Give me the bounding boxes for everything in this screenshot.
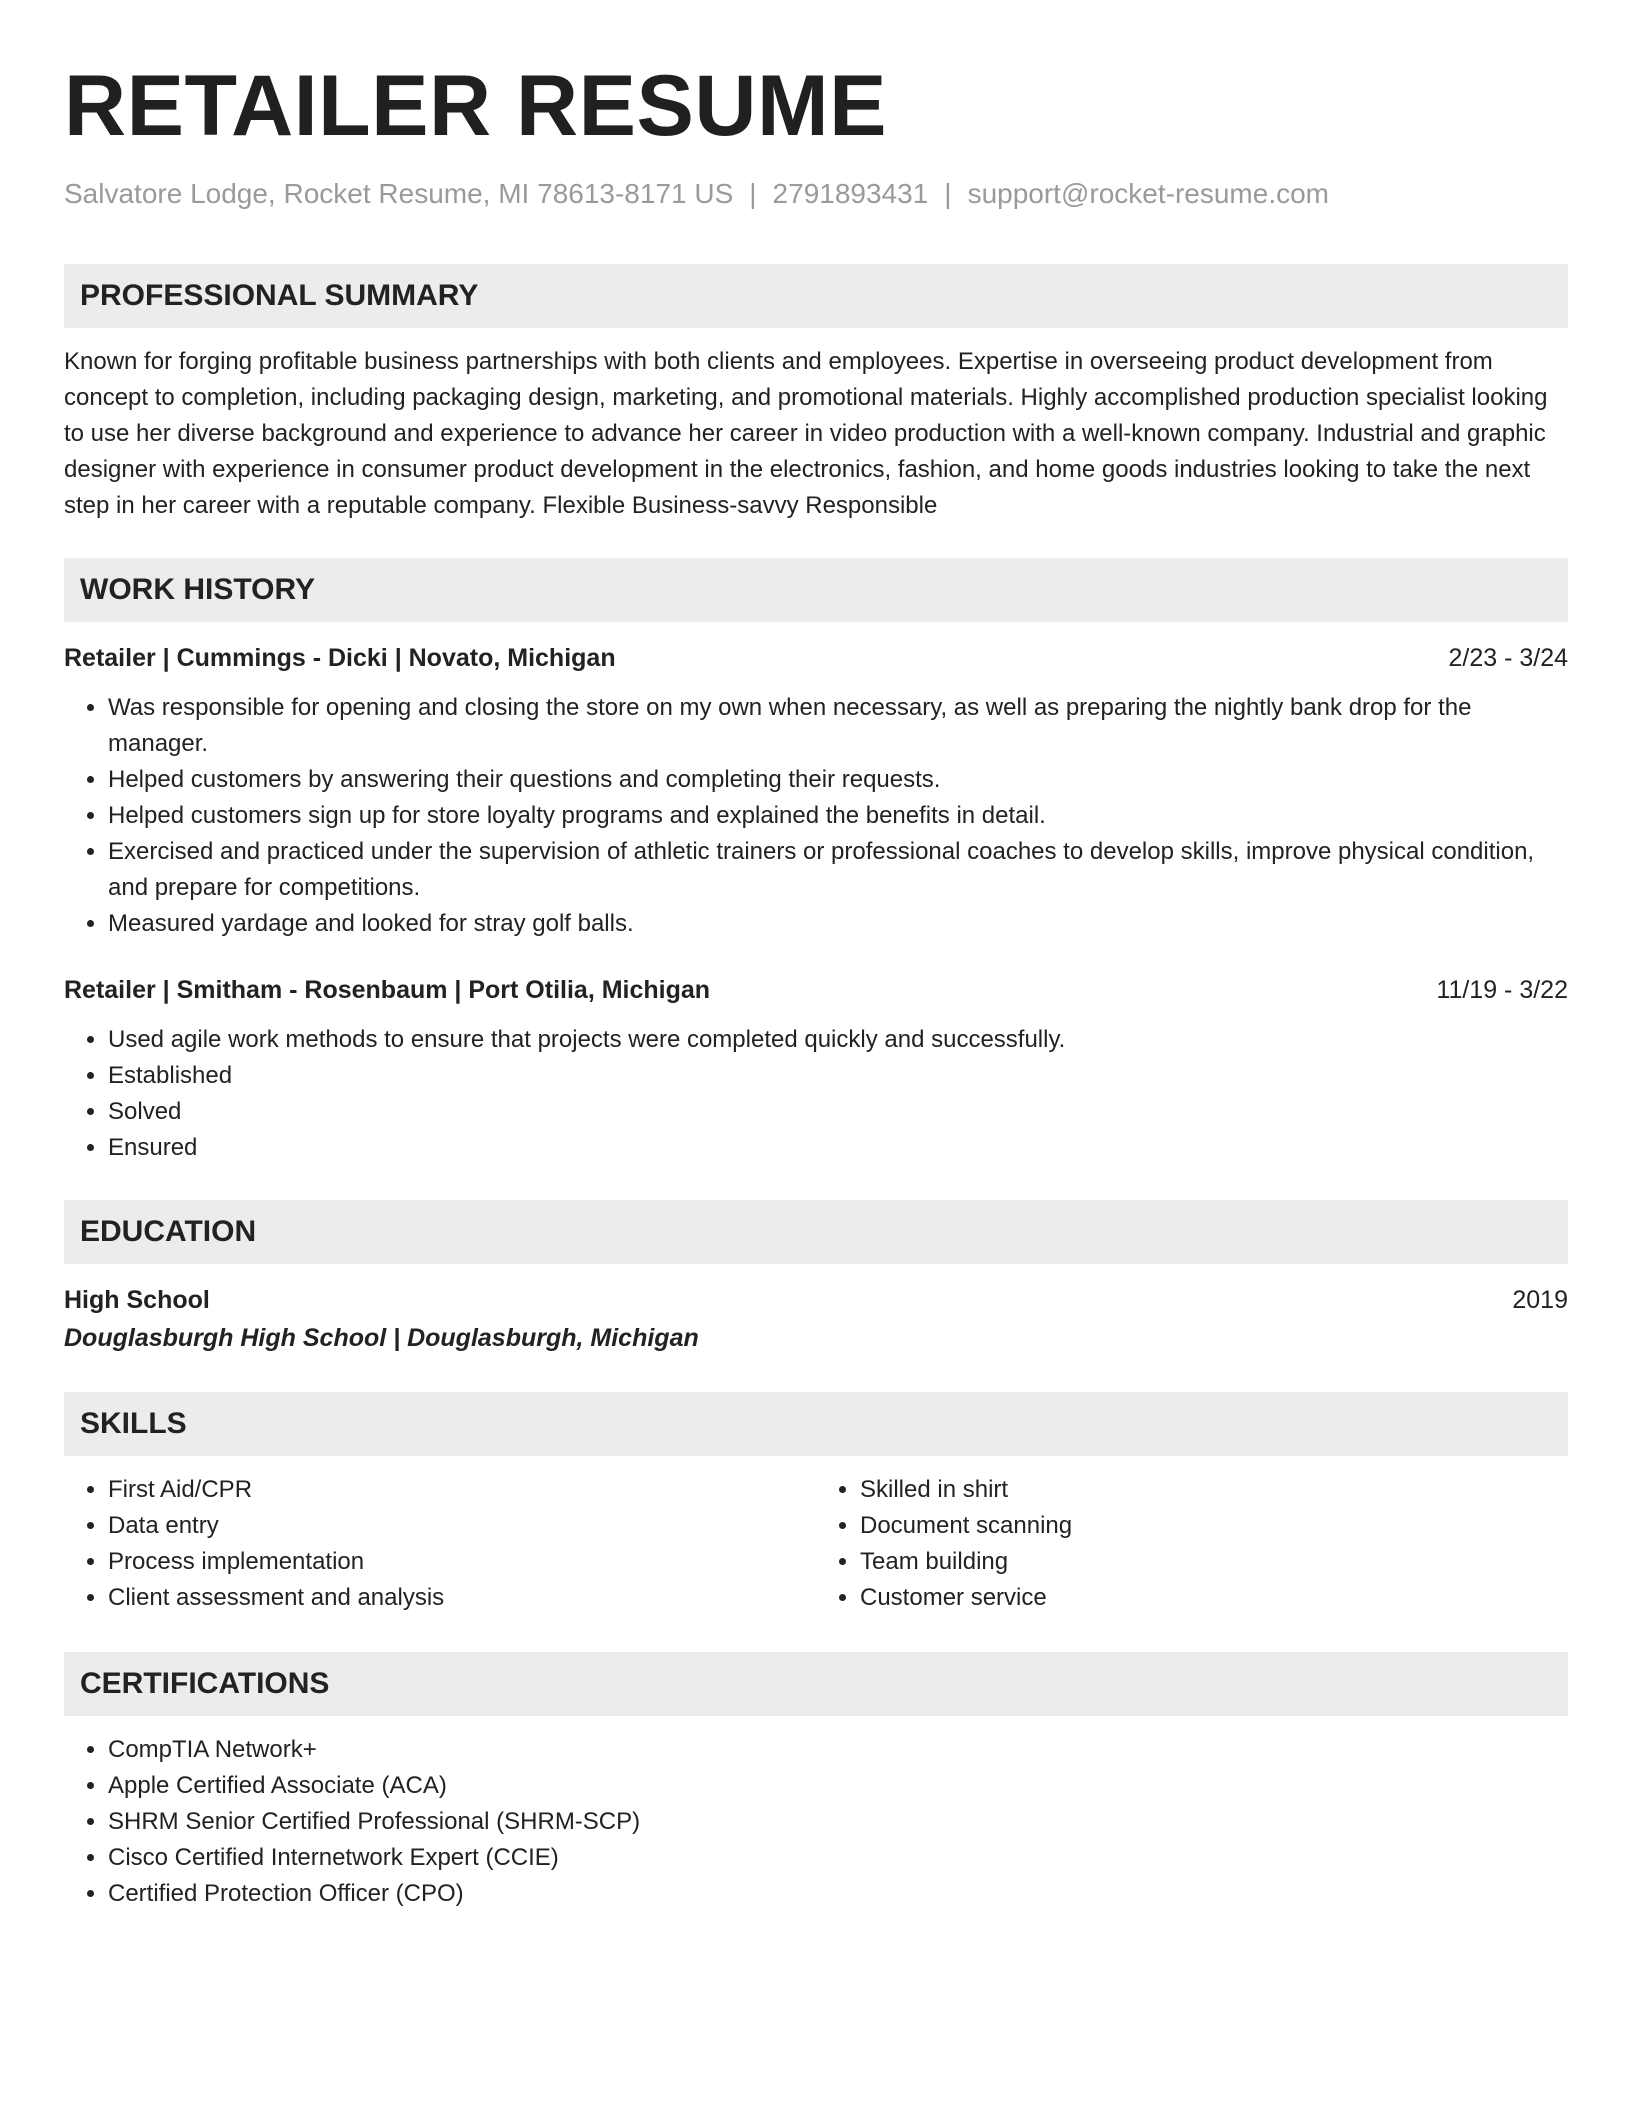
list-item: • CompTIA Network+	[108, 1732, 1568, 1768]
list-item: • Established	[108, 1058, 1568, 1094]
list-item: • Helped customers sign up for store loyalty programs and explained the benefits in detail.	[108, 798, 1568, 834]
contact-phone: 2791893431	[772, 178, 929, 209]
list-item: • Skilled in shirt	[860, 1472, 1568, 1508]
list-item: • Solved	[108, 1094, 1568, 1130]
resume-title: RETAILER RESUME	[64, 58, 887, 154]
summary-text: Known for forging profitable business partnerships with both clients and employees. Expertise in overseeing product development from concept to completion, including packaging design, marketing, and promotional materials. Highly accomplished production specialist looking to use her diverse background and experience to advance her career in video production with a well-known company. Industrial and graphic designer with experience in consumer product development in the electronics, fashion, and home goods industries looking to take the next step in her career with a reputable company. Flexible Business-savvy Responsible	[64, 348, 1548, 519]
contact-separator: |	[944, 178, 952, 209]
list-item: • Process implementation	[108, 1544, 816, 1580]
list-item: • Document scanning	[860, 1508, 1568, 1544]
job-header	[64, 972, 1568, 1008]
section-header-summary: PROFESSIONAL SUMMARY	[64, 264, 1568, 328]
education-year: 2019	[1512, 1286, 1568, 1314]
contact-email: support@rocket-resume.com	[967, 178, 1329, 209]
skills-list-right	[816, 1472, 1568, 1616]
education-degree: High School	[64, 1286, 210, 1314]
education-header	[64, 1282, 1568, 1318]
list-item: • Data entry	[108, 1508, 816, 1544]
list-item: • SHRM Senior Certified Professional (SHRM-SCP)	[108, 1804, 1568, 1840]
skills-grid	[64, 1472, 1568, 1616]
job-header	[64, 640, 1568, 676]
job-entry	[64, 640, 1568, 942]
list-item: • Was responsible for opening and closing the store on my own when necessary, as well as preparing the nightly bank drop for the manager.	[108, 690, 1568, 762]
education-school: Douglasburgh High School | Douglasburgh, Michigan	[64, 1324, 699, 1352]
list-item: • Client assessment and analysis	[108, 1580, 816, 1616]
job-bullets	[64, 690, 1568, 942]
section-header-certifications: CERTIFICATIONS	[64, 1652, 1568, 1716]
section-header-work-history: WORK HISTORY	[64, 558, 1568, 622]
education-entry	[64, 1282, 1568, 1356]
list-item: • Cisco Certified Internetwork Expert (CCIE)	[108, 1840, 1568, 1876]
list-item: • Team building	[860, 1544, 1568, 1580]
list-item: • Used agile work methods to ensure that projects were completed quickly and successfully.	[108, 1022, 1568, 1058]
job-title: Retailer | Cummings - Dicki | Novato, Michigan	[64, 644, 616, 672]
certifications-list	[64, 1732, 1568, 1912]
contact-address: Salvatore Lodge, Rocket Resume, MI 78613-8171 US	[64, 178, 734, 209]
list-item: • Certified Protection Officer (CPO)	[108, 1876, 1568, 1912]
skills-list-left	[64, 1472, 816, 1616]
job-dates: 2/23 - 3/24	[1448, 644, 1568, 672]
contact-line	[64, 176, 1568, 212]
list-item: • Measured yardage and looked for stray golf balls.	[108, 906, 1568, 942]
list-item: • Ensured	[108, 1130, 1568, 1166]
contact-separator: |	[749, 178, 757, 209]
section-header-skills: SKILLS	[64, 1392, 1568, 1456]
job-entry	[64, 972, 1568, 1166]
job-title: Retailer | Smitham - Rosenbaum | Port Otilia, Michigan	[64, 976, 711, 1004]
list-item: • Apple Certified Associate (ACA)	[108, 1768, 1568, 1804]
list-item: • First Aid/CPR	[108, 1472, 816, 1508]
list-item: • Helped customers by answering their questions and completing their requests.	[108, 762, 1568, 798]
section-header-education: EDUCATION	[64, 1200, 1568, 1264]
list-item: • Exercised and practiced under the supervision of athletic trainers or professional coaches to develop skills, improve physical condition, and prepare for competitions.	[108, 834, 1568, 906]
job-bullets	[64, 1022, 1568, 1166]
job-dates: 11/19 - 3/22	[1436, 976, 1568, 1004]
list-item: • Customer service	[860, 1580, 1568, 1616]
